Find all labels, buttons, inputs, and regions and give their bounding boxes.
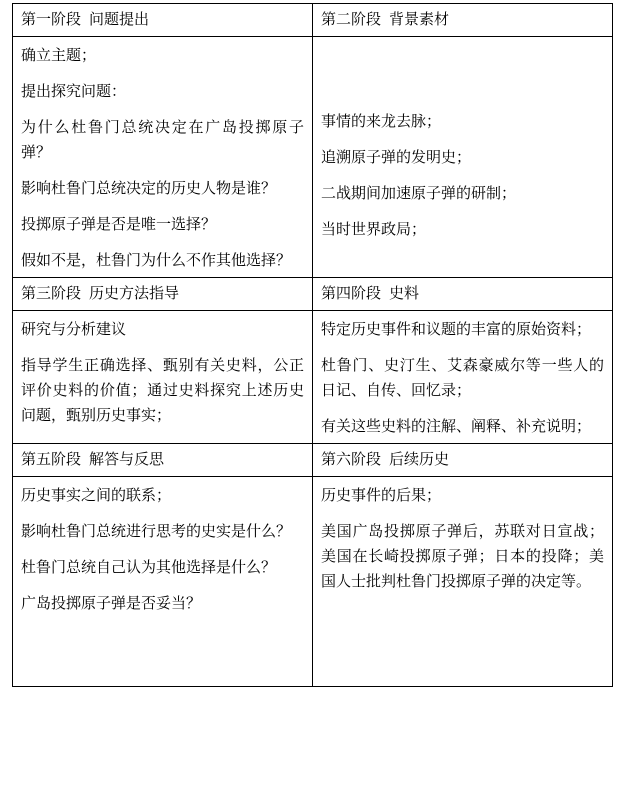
stage-1-item: 为什么杜鲁门总统决定在广岛投掷原子弹？ [21,118,304,161]
stage-5-item: 历史事实之间的联系； [21,486,172,504]
stage-3-topic: 历史方法指导 [89,284,180,302]
stage-3-title: 第三阶段 [21,284,82,302]
stage-4-item: 有关这些史料的注解、阐释、补充说明； [321,417,592,435]
content-row-2 [13,311,613,444]
stage-4-header [313,278,613,311]
stage-6-item: 历史事件的后果； [321,486,442,504]
stage-1-item: 确立主题； [21,46,97,64]
header-row-3 [13,444,613,477]
stage-4-content [313,311,613,444]
stage-1-header [13,4,313,37]
stage-5-title: 第五阶段 [21,450,82,468]
stage-6-topic: 后续历史 [389,450,450,468]
stage-5-header [13,444,313,477]
stage-3-header [13,278,313,311]
stage-1-item: 影响杜鲁门总统决定的历史人物是谁？ [21,179,277,197]
stage-2-item: 二战期间加速原子弹的研制； [321,184,517,202]
stage-6-title: 第六阶段 [321,450,382,468]
stage-2-item: 事情的来龙去脉； [321,112,442,130]
stage-3-item: 指导学生正确选择、甄别有关史料，公正评价史料的价值；通过史料探究上述历史问题，甄别历史事实； [21,356,304,424]
stage-2-item: 追溯原子弹的发明史； [321,148,472,166]
stage-2-title: 第二阶段 [321,10,382,28]
stage-1-topic: 问题提出 [89,10,150,28]
stage-2-header [313,4,613,37]
stage-2-content [313,37,613,278]
stage-1-item: 假如不是，杜鲁门为什么不作其他选择？ [21,251,292,269]
stage-5-topic: 解答与反思 [89,450,165,468]
stage-6-item: 美国广岛投掷原子弹后，苏联对日宣战；美国在长崎投掷原子弹；日本的投降；美国人士批判杜鲁门投掷原子弹的决定等。 [321,522,604,590]
stage-1-item: 提出探究问题： [21,82,127,100]
stage-table [12,3,613,687]
stage-5-item: 杜鲁门总统自己认为其他选择是什么？ [21,558,277,576]
stage-4-topic: 史料 [389,284,420,302]
stage-1-content [13,37,313,278]
content-row-3 [13,477,613,687]
stage-6-content [313,477,613,687]
header-row-1 [13,4,613,37]
stage-4-item: 杜鲁门、史汀生、艾森豪威尔等一些人的日记、自传、回忆录； [321,356,604,399]
header-row-2 [13,278,613,311]
stage-3-content [13,311,313,444]
stage-2-item: 当时世界政局； [321,220,427,238]
content-row-1 [13,37,613,278]
stage-4-item: 特定历史事件和议题的丰富的原始资料； [321,320,592,338]
stage-1-item: 投掷原子弹是否是唯一选择？ [21,215,217,233]
stage-5-content [13,477,313,687]
stage-5-item: 广岛投掷原子弹是否妥当？ [21,594,202,612]
stage-2-topic: 背景素材 [389,10,450,28]
stage-4-title: 第四阶段 [321,284,382,302]
stage-1-title: 第一阶段 [21,10,82,28]
stage-6-header [313,444,613,477]
stage-3-item: 研究与分析建议 [21,320,127,338]
stage-5-item: 影响杜鲁门总统进行思考的史实是什么？ [21,522,292,540]
